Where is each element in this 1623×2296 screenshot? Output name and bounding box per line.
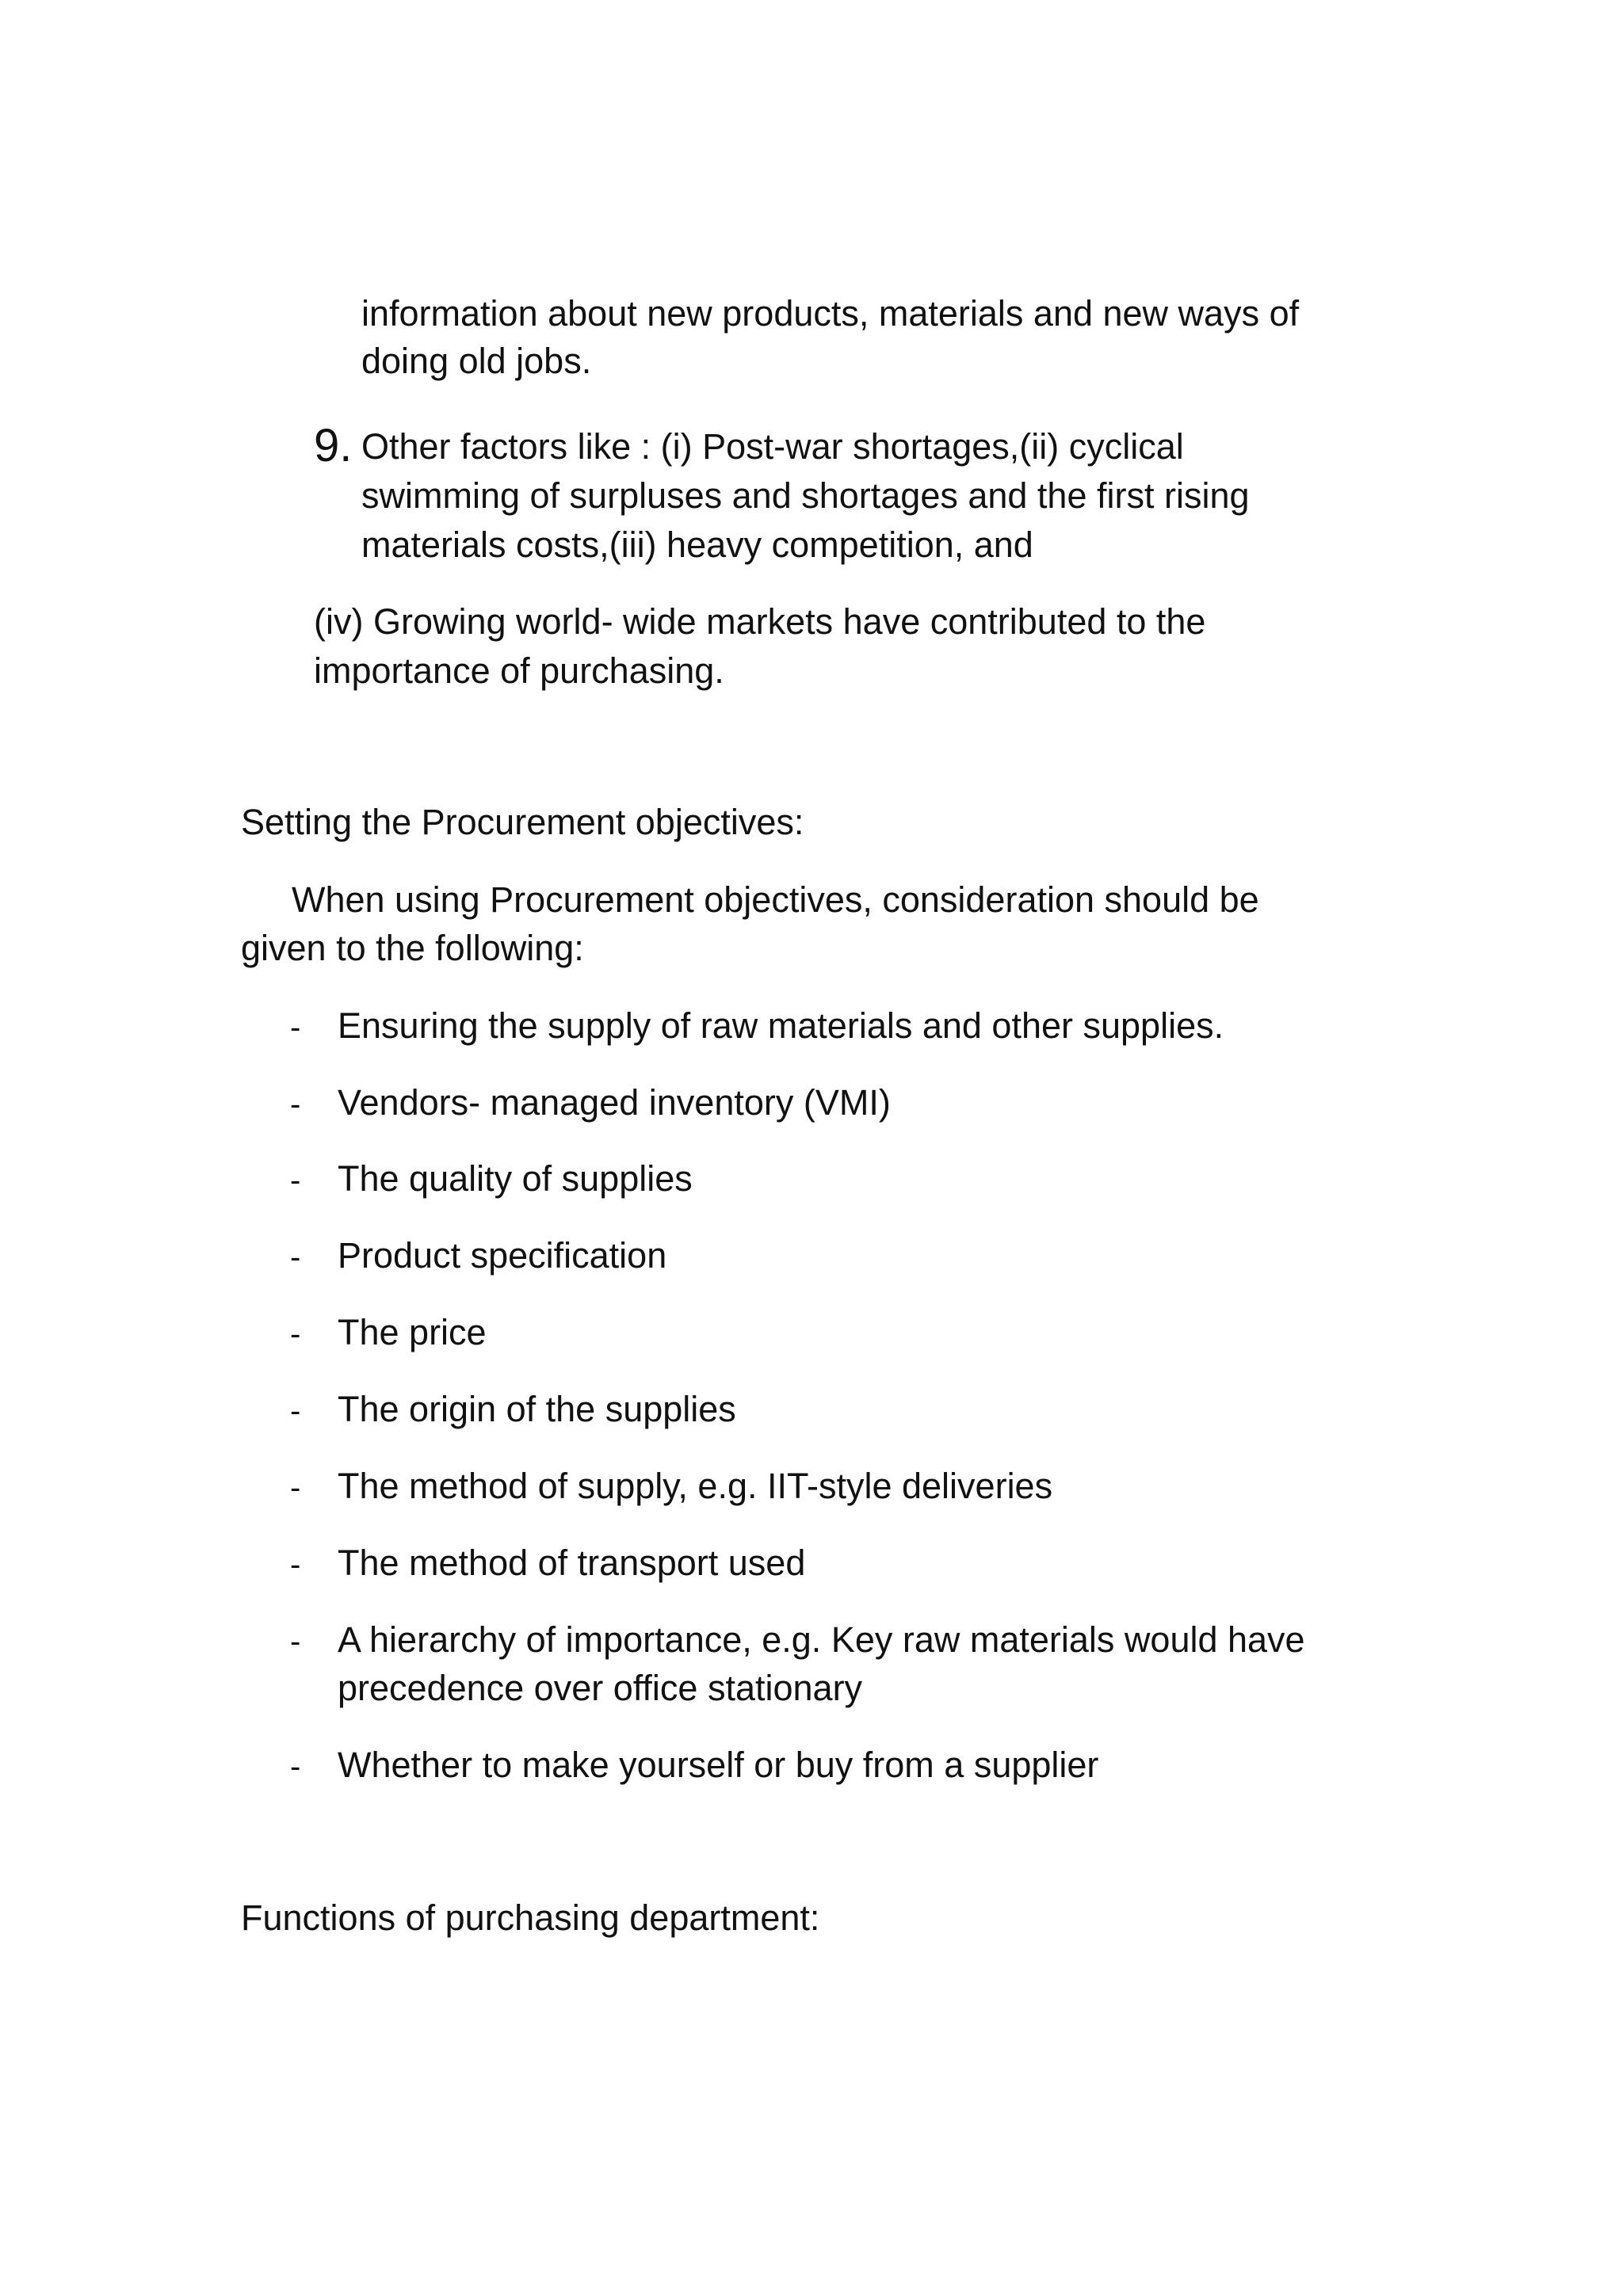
- item-9-number: 9.: [314, 420, 353, 471]
- bullet-marker: -: [290, 1087, 301, 1122]
- bullet-marker: -: [290, 1010, 301, 1045]
- list-item: Ensuring the supply of raw materials and other supplies.: [338, 1005, 1224, 1046]
- bullet-marker: -: [290, 1394, 301, 1428]
- item-9-line-3: materials costs,(iii) heavy competition, and: [361, 524, 1033, 565]
- bullet-marker: -: [290, 1163, 301, 1198]
- item-9-line-2: swimming of surpluses and shortages and the first rising: [361, 475, 1250, 516]
- continuation-line-1: information about new products, materials and new ways of: [361, 293, 1300, 334]
- list-item: The price: [338, 1312, 487, 1352]
- continuation-line-2: doing old jobs.: [361, 341, 592, 381]
- intro-line-2: given to the following:: [241, 928, 584, 968]
- list-item: Whether to make yourself or buy from a supplier: [338, 1745, 1099, 1785]
- list-item: The method of supply, e.g. IIT-style deliveries: [338, 1466, 1053, 1506]
- item-9-cont-line-2: importance of purchasing.: [314, 650, 724, 691]
- list-item: The method of transport used: [338, 1543, 806, 1583]
- item-9-line-1: Other factors like : (i) Post-war shortages,(ii) cyclical: [361, 426, 1184, 467]
- bullet-marker: -: [290, 1624, 301, 1659]
- intro-line-1: When using Procurement objectives, consideration should be: [292, 879, 1259, 920]
- list-item: The quality of supplies: [338, 1158, 693, 1199]
- bullet-marker: -: [290, 1470, 301, 1505]
- item-9-cont-line-1: (iv) Growing world- wide markets have contributed to the: [314, 601, 1206, 642]
- bullet-marker: -: [290, 1240, 301, 1275]
- list-item: Vendors- managed inventory (VMI): [338, 1082, 891, 1123]
- list-item: Product specification: [338, 1235, 667, 1276]
- bullet-marker: -: [290, 1547, 301, 1582]
- section-heading-procurement-objectives: Setting the Procurement objectives:: [241, 802, 804, 842]
- bullet-marker: -: [290, 1749, 301, 1784]
- list-item-continuation: precedence over office stationary: [338, 1668, 863, 1708]
- list-item: The origin of the supplies: [338, 1389, 736, 1429]
- bullet-marker: -: [290, 1317, 301, 1352]
- list-item: A hierarchy of importance, e.g. Key raw materials would have: [338, 1619, 1305, 1660]
- section-heading-purchasing-functions: Functions of purchasing department:: [241, 1897, 820, 1938]
